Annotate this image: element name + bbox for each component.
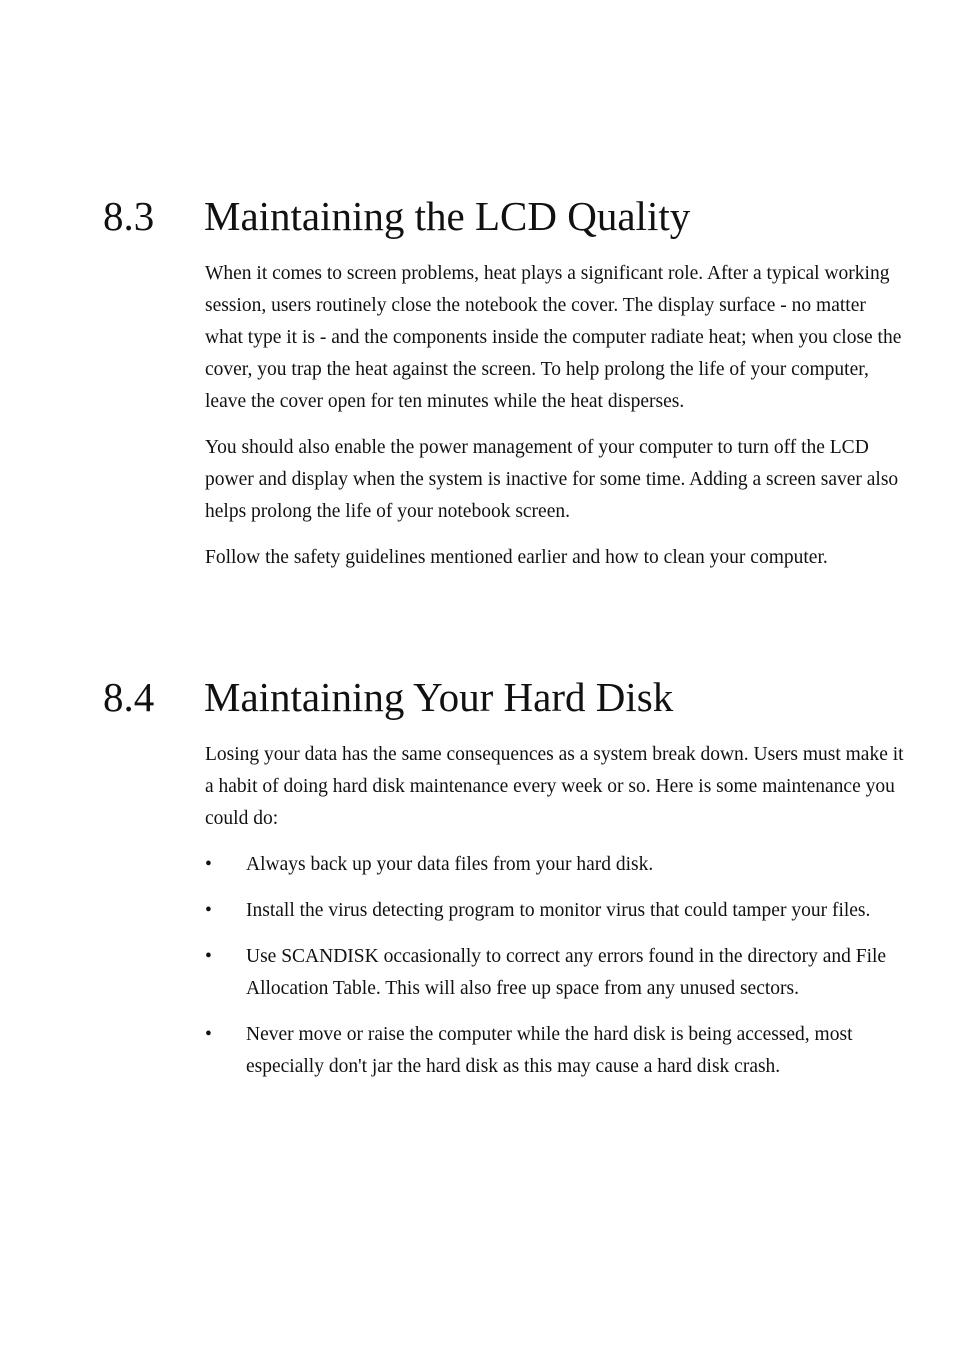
section-title: Maintaining the LCD Quality [204,193,691,239]
list-item-text: Use SCANDISK occasionally to correct any errors found in the directory and File Allocation Table. This will also free up space from any unused sectors. [246,946,887,999]
section-heading [0,188,954,244]
section-body [205,739,907,1083]
section-heading [0,669,954,725]
list-item [205,1019,907,1083]
section-8-4 [0,669,954,1097]
maintenance-list [205,849,907,1083]
bullet-icon: • [205,854,212,875]
paragraph: You should also enable the power management of your computer to turn off the LCD power and display when the system is inactive for some time. Adding a screen saver also helps prolong the life of your notebook screen. [205,437,899,522]
list-item-text: Install the virus detecting program to monitor virus that could tamper your files. [246,900,871,921]
section-title: Maintaining Your Hard Disk [204,674,674,720]
bullet-icon: • [205,900,212,921]
bullet-icon: • [205,946,212,967]
list-item-text: Always back up your data files from your hard disk. [246,854,654,875]
section-8-3 [0,188,954,588]
section-body [205,258,907,574]
paragraph: When it comes to screen problems, heat plays a significant role. After a typical working session, users routinely close the notebook the cover. The display surface - no matter what type it is - and the components inside the computer radiate heat; when you close the cover, you trap the heat against the screen. To help prolong the life of your computer, leave the cover open for ten minutes while the heat disperses. [205,263,902,412]
section-number: 8.4 [103,674,155,720]
list-item [205,941,907,1005]
list-item-text: Never move or raise the computer while the hard disk is being accessed, most especially don't jar the hard disk as this may cause a hard disk crash. [246,1024,853,1077]
paragraph: Follow the safety guidelines mentioned earlier and how to clean your computer. [205,547,828,568]
section-number: 8.3 [103,193,155,239]
bullet-icon: • [205,1024,212,1045]
list-item [205,849,907,881]
list-item [205,895,907,927]
paragraph: Losing your data has the same consequences as a system break down. Users must make it a habit of doing hard disk maintenance every week or so. Here is some maintenance you could do: [205,744,904,829]
